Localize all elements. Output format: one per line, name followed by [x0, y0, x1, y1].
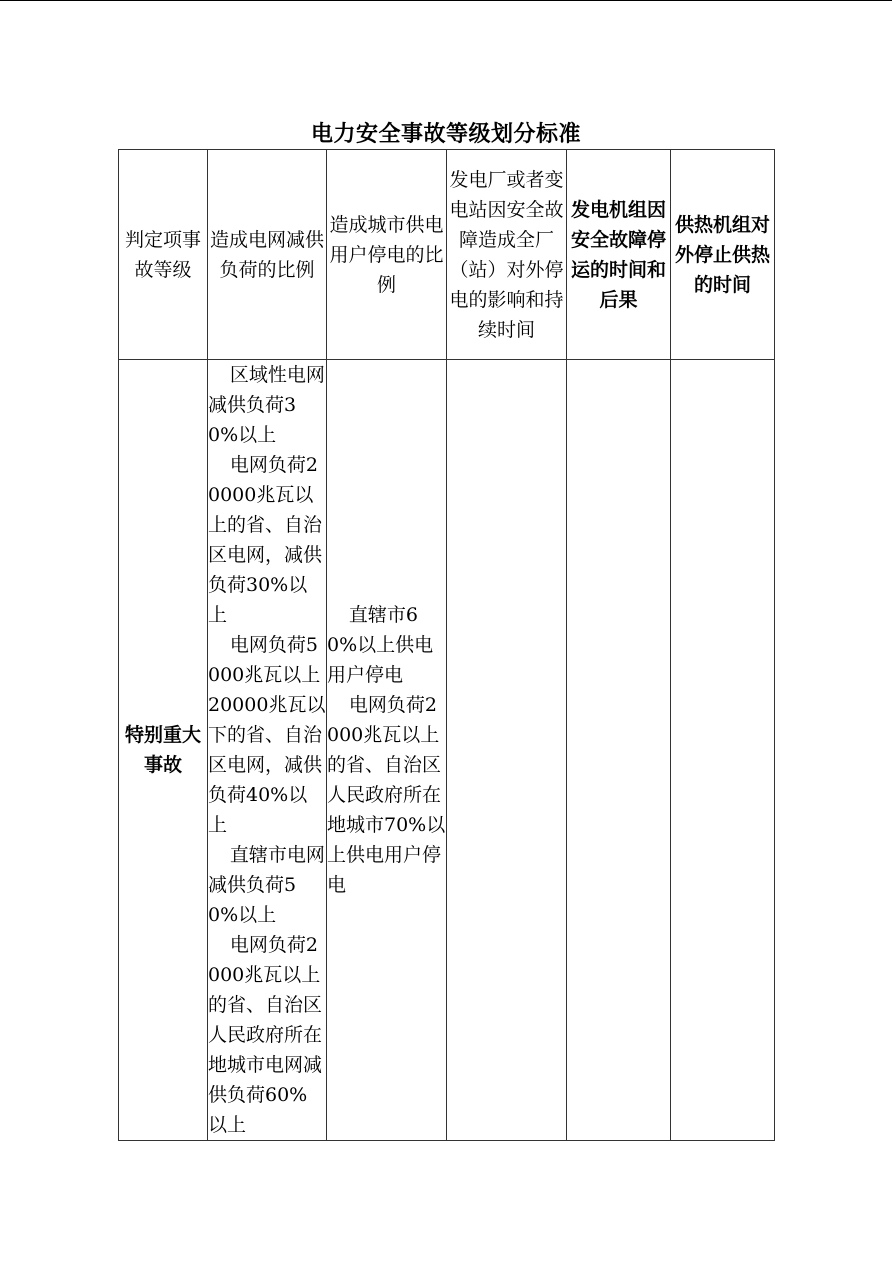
accident-grade-table: [118, 149, 775, 1141]
grid-criterion-5: 电网负荷2000兆瓦以上的省、自治区人民政府所在地城市电网减供负荷60%以上: [208, 934, 323, 1136]
header-plant-outage-text: 发电厂或者变电站因安全故障造成全厂（站）对外停电的影响和持续时间: [449, 168, 564, 341]
header-heating-outage-text: 供热机组对外停止供热的时间: [674, 213, 770, 296]
level-text: 特别重大事故: [124, 724, 201, 776]
header-level-text: 判定项事故等级: [124, 228, 201, 281]
page-top-border: [0, 0, 892, 1]
city-outage-cell: [327, 360, 447, 1141]
grid-load-reduction-cell: [208, 360, 327, 1141]
header-generator-outage: [567, 150, 671, 360]
grid-criterion-1: 区域性电网减供负荷30%以上: [208, 364, 325, 446]
generator-outage-cell: [567, 360, 671, 1141]
grid-criterion-2: 电网负荷20000兆瓦以上的省、自治区电网，减供负荷30%以上: [208, 454, 323, 626]
level-cell: [119, 360, 208, 1141]
grid-criterion-4: 直辖市电网减供负荷50%以上: [208, 844, 325, 926]
header-generator-outage-text: 发电机组因安全故障停运的时间和后果: [570, 198, 666, 311]
table-row: [119, 360, 775, 1141]
table-header-row: [119, 150, 775, 360]
header-level: [119, 150, 208, 360]
header-grid-load-reduction-text: 造成电网减供负荷的比例: [210, 228, 325, 281]
city-criterion-1: 直辖市60%以上供电用户停电: [327, 604, 434, 686]
header-heating-outage: [671, 150, 775, 360]
header-grid-load-reduction: [208, 150, 327, 360]
city-criterion-2: 电网负荷2000兆瓦以上的省、自治区人民政府所在地城市70%以上供电用户停电: [327, 694, 446, 896]
heating-outage-cell: [671, 360, 775, 1141]
grid-criterion-3: 电网负荷5000兆瓦以上20000兆瓦以下的省、自治区电网，减供负荷40%以上: [208, 634, 326, 836]
header-city-outage: [327, 150, 447, 360]
plant-outage-cell: [447, 360, 567, 1141]
header-plant-outage: [447, 150, 567, 360]
header-city-outage-text: 造成城市供电用户停电的比例: [329, 213, 444, 296]
document-title: 电力安全事故等级划分标准: [310, 121, 581, 147]
